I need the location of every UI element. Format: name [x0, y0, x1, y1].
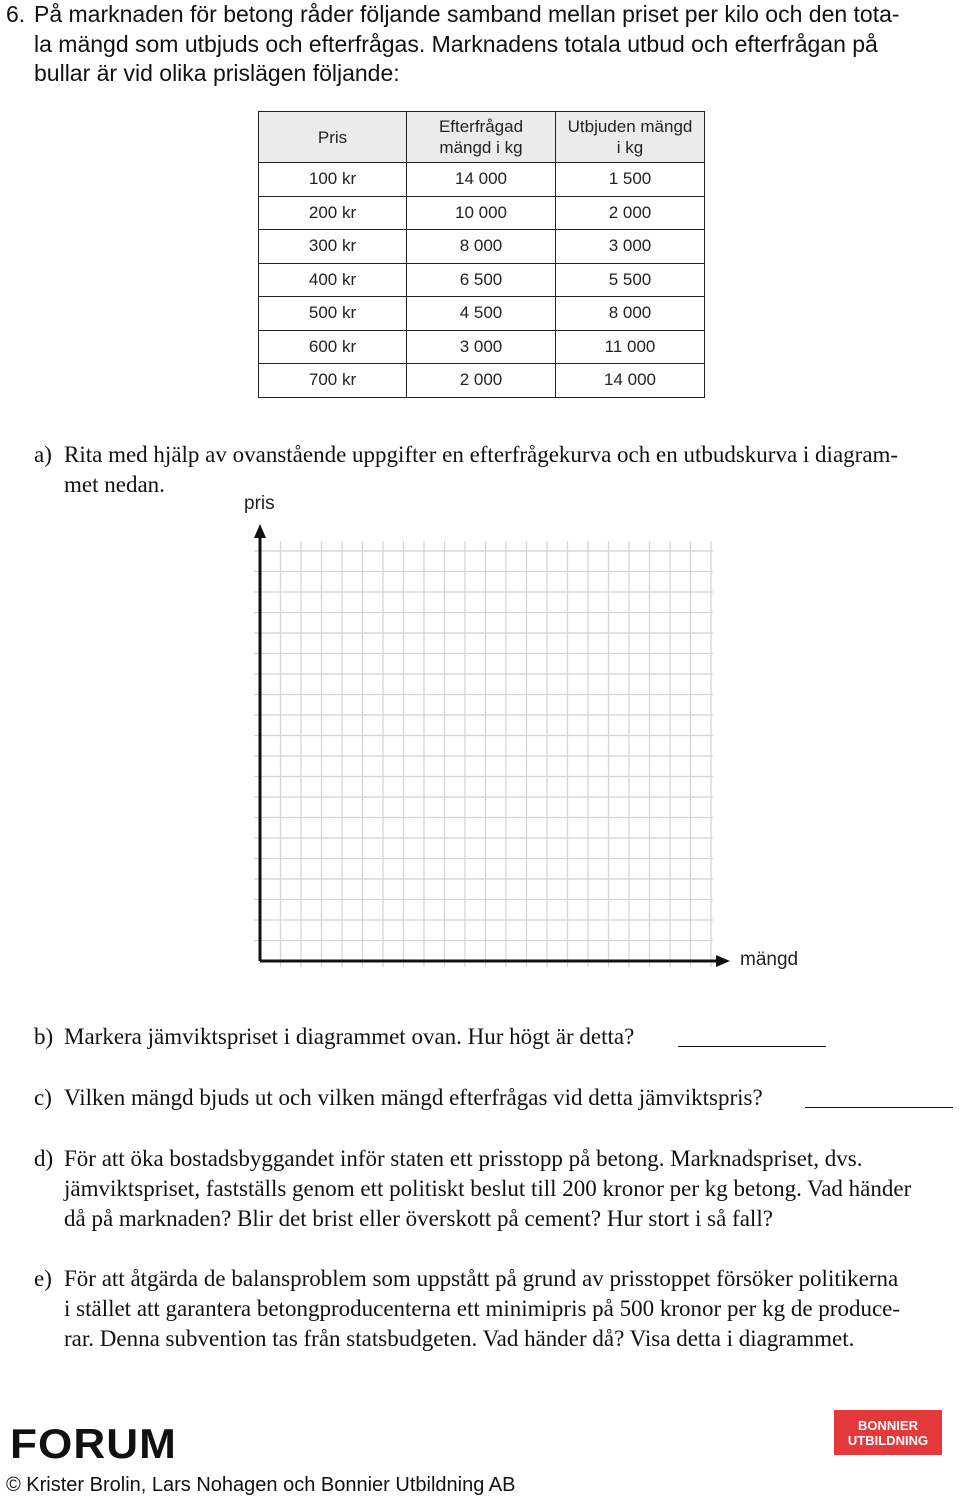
copyright-notice: © Krister Brolin, Lars Nohagen och Bonnier Utbildning AB [6, 1474, 516, 1496]
header-utbjuden: Utbjuden mängd i kg [556, 112, 705, 163]
x-axis-label: mängd [740, 949, 799, 970]
table-row: 600 kr 3 000 11 000 [259, 330, 705, 364]
part-c-letter: c) [34, 1085, 52, 1110]
part-c-text: Vilken mängd bjuds ut och vilken mängd efterfrågas vid detta jämviktspris? [64, 1085, 763, 1110]
part-e-letter: e) [34, 1266, 52, 1291]
part-a-line-1: Rita med hjälp av ovanstående uppgifter en efterfrågekurva och en utbudskurva i diagram- [64, 442, 899, 467]
forum-logo: FORUM [10, 1420, 177, 1467]
part-d-line-2: jämviktspriset, fastställs genom ett politiskt beslut till 200 kronor per kg betong. Vad händer [64, 1176, 912, 1201]
price-quantity-table [258, 111, 705, 398]
part-a-letter: a) [34, 442, 52, 467]
table-row: 200 kr 10 000 2 000 [259, 196, 705, 230]
x-axis-arrow-icon [716, 955, 730, 967]
part-a-line-2: met nedan. [64, 472, 165, 497]
table-row: 500 kr 4 500 8 000 [259, 297, 705, 331]
part-c-answer-line[interactable] [805, 1107, 953, 1108]
grid-lines [254, 541, 713, 967]
intro-line-2: la mängd som utbjuds och efterfrågas. Marknadens totala utbud och efterfrågan på [34, 30, 878, 57]
part-e-line-2: i stället att garantera betongproducenterna ett minimipris på 500 kronor per kg de produce- [64, 1296, 901, 1321]
intro-line-1: På marknaden för betong råder följande samband mellan priset per kilo och den tota- [34, 1, 900, 27]
part-d-line-3: då på marknaden? Blir det brist eller överskott på cement? Hur stort i så fall? [64, 1206, 773, 1231]
part-b-text: Markera jämviktspriset i diagrammet ovan. Hur högt är detta? [64, 1024, 635, 1049]
table-row: 400 kr 6 500 5 500 [259, 263, 705, 297]
question-number: 6. [6, 1, 26, 27]
header-efterfragad: Efterfrågad mängd i kg [407, 112, 556, 163]
part-e-line-3: rar. Denna subvention tas från statsbudgeten. Vad händer då? Visa detta i diagrammet. [64, 1326, 855, 1351]
question-intro [34, 0, 934, 89]
y-axis-arrow-icon [254, 524, 266, 538]
part-d-letter: d) [34, 1146, 54, 1171]
table-row: 700 kr 2 000 14 000 [259, 364, 705, 398]
part-a-text [64, 440, 956, 500]
y-axis-label: pris [244, 493, 275, 514]
axes [254, 524, 730, 967]
bonnier-utbildning-logo: BONNIER UTBILDNING [834, 1410, 942, 1455]
part-d-line-1: För att öka bostadsbyggandet inför staten ett prisstopp på betong. Marknadspriset, dvs. [64, 1146, 863, 1171]
part-b-answer-line[interactable] [678, 1046, 826, 1047]
part-d-text [64, 1144, 956, 1234]
blank-graph-grid[interactable] [240, 520, 740, 972]
part-e-line-1: För att åtgärda de balansproblem som uppstått på grund av prisstoppet försöker politikerna [64, 1266, 899, 1291]
intro-line-3: bullar är vid olika prislägen följande: [34, 60, 400, 86]
part-e-text [64, 1264, 956, 1354]
table-row: 300 kr 8 000 3 000 [259, 230, 705, 264]
table-header-row [259, 112, 705, 163]
table-row: 100 kr 14 000 1 500 [259, 163, 705, 197]
part-b-letter: b) [34, 1024, 54, 1049]
header-pris: Pris [259, 112, 407, 163]
